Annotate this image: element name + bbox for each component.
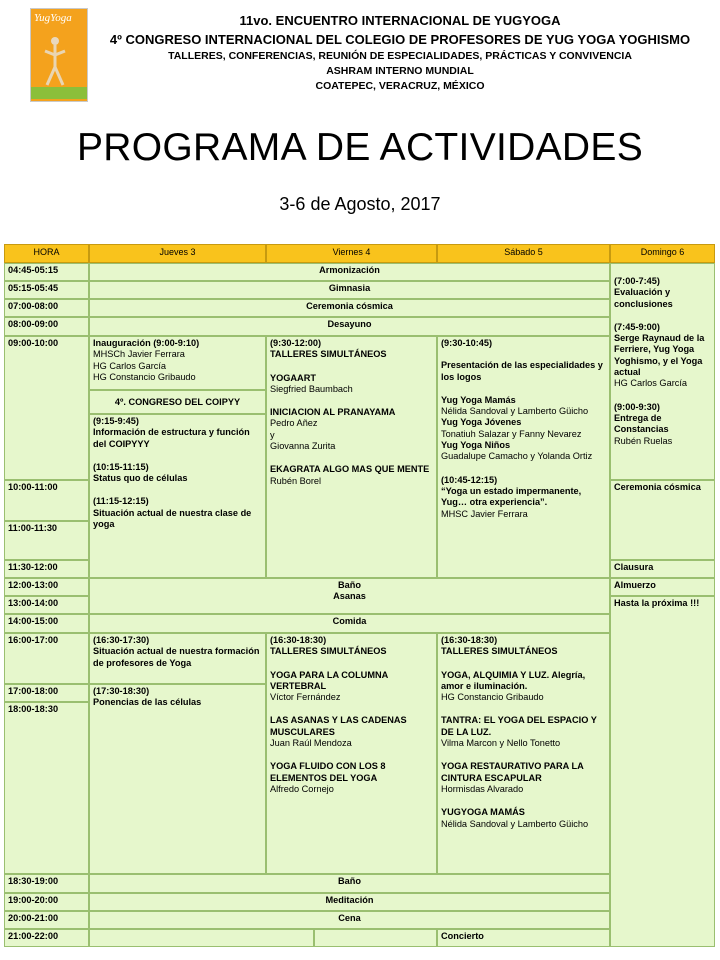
viernes-talleres-manana-cell bbox=[266, 336, 437, 578]
asanas-label: Asanas bbox=[333, 591, 366, 602]
cena-cell: Cena bbox=[89, 911, 610, 929]
column-header-hora: HORA bbox=[4, 244, 89, 263]
concierto-cell: Concierto bbox=[437, 929, 610, 947]
speaker: HG Carlos García bbox=[93, 360, 167, 371]
speaker: Pedro Añez bbox=[270, 418, 318, 429]
session-time: (9:30-12:00) bbox=[270, 338, 322, 348]
session-heading: Presentación de las especialidades y los logos bbox=[441, 360, 603, 382]
page-title: PROGRAMA DE ACTIVIDADES bbox=[76, 126, 644, 169]
event-date: 3-6 de Agosto, 2017 bbox=[279, 194, 441, 214]
session-title: Información de estructura y función del COIPYYY bbox=[93, 427, 250, 449]
armonizacion-cell: Armonización bbox=[89, 263, 610, 281]
speaker: Nélida Sandoval y Lamberto Güicho bbox=[441, 818, 589, 829]
sabado-especialidades-cell bbox=[437, 336, 610, 578]
session-title: “Yoga un estado impermanente, Yug… otra experiencia”. bbox=[441, 485, 582, 508]
time-cell: 21:00-22:00 bbox=[4, 929, 89, 947]
time-cell: 08:00-09:00 bbox=[4, 317, 89, 336]
time-cell: 11:00-11:30 bbox=[4, 521, 89, 560]
speaker: y bbox=[270, 429, 275, 440]
session-time: (9:00-9:30) bbox=[614, 401, 660, 412]
speaker: Siegfried Baumbach bbox=[270, 383, 353, 394]
jueves-tarde-session2-cell bbox=[89, 684, 266, 874]
speaker: MHSCh Javier Ferrara bbox=[93, 349, 185, 360]
workshop-title: YOGA FLUIDO CON LOS 8 ELEMENTOS DEL YOGA bbox=[270, 761, 386, 783]
speaker: Víctor Fernández bbox=[270, 692, 341, 703]
bano-asanas-cell bbox=[89, 578, 610, 614]
bano-noche-cell: Baño bbox=[89, 874, 610, 893]
session-time: (16:30-18:30) bbox=[270, 635, 327, 645]
jueves-tarde-session1-cell bbox=[89, 633, 266, 684]
session-title: Situación actual de nuestra formación de profesores de Yoga bbox=[93, 646, 260, 668]
event-subtitle: TALLERES, CONFERENCIAS, REUNIÓN DE ESPECIALIDADES, PRÁCTICAS Y CONVIVENCIA bbox=[168, 50, 632, 62]
workshop-title: EKAGRATA ALGO MAS QUE MENTE bbox=[270, 464, 430, 475]
jueves-congreso-sessions-cell bbox=[89, 414, 266, 578]
time-cell: 10:00-11:00 bbox=[4, 480, 89, 521]
viernes-talleres-tarde-cell bbox=[266, 633, 437, 874]
time-cell: 05:15-05:45 bbox=[4, 281, 89, 299]
event-location: COATEPEC, VERACRUZ, MÉXICO bbox=[315, 80, 485, 92]
session-time: (11:15-12:15) bbox=[93, 496, 149, 507]
workshop-title: TANTRA: EL YOGA DEL ESPACIO Y DE LA LUZ. bbox=[441, 715, 597, 737]
workshop-title: YOGA, ALQUIMIA Y LUZ. Alegría, amor e iluminación. bbox=[441, 669, 586, 691]
session-heading: TALLERES SIMULTÁNEOS bbox=[441, 646, 558, 657]
workshop-title: YUGYOGA MAMÁS bbox=[441, 807, 525, 818]
column-header-jueves: Jueves 3 bbox=[89, 244, 266, 263]
column-header-sabado: Sábado 5 bbox=[437, 244, 610, 263]
workshop-title: YOGAART bbox=[270, 372, 316, 383]
session-title: Evaluación y conclusiones bbox=[614, 287, 673, 309]
congreso-header-cell: 4º. CONGRESO DEL COIPYY bbox=[89, 390, 266, 414]
gimnasia-cell: Gimnasia bbox=[89, 281, 610, 299]
domingo-clausura-cell: Clausura bbox=[610, 560, 715, 578]
speaker: Giovanna Zurita bbox=[270, 441, 336, 452]
empty-cell bbox=[314, 929, 437, 947]
time-cell: 09:00-10:00 bbox=[4, 336, 89, 480]
time-cell: 11:30-12:00 bbox=[4, 560, 89, 578]
speaker: Guadalupe Camacho y Yolanda Ortiz bbox=[441, 451, 593, 462]
session-time: (16:30-17:30) bbox=[93, 635, 150, 645]
session-time: (9:30-10:45) bbox=[441, 338, 493, 348]
speaker: Vilma Marcon y Nello Tonetto bbox=[441, 738, 561, 749]
session-heading: TALLERES SIMULTÁNEOS bbox=[270, 646, 387, 657]
session-title: Serge Raynaud de la Ferriere, Yug Yoga Yoghismo, y el Yoga actual bbox=[614, 333, 705, 378]
time-cell: 04:45-05:15 bbox=[4, 263, 89, 281]
session-title: Status quo de células bbox=[93, 473, 188, 484]
time-cell: 07:00-08:00 bbox=[4, 299, 89, 317]
bano-label: Baño bbox=[338, 580, 361, 590]
workshop-title: YOGA RESTAURATIVO PARA LA CINTURA ESCAPULAR bbox=[441, 761, 584, 783]
comida-cell: Comida bbox=[89, 614, 610, 633]
session-time: (10:45-12:15) bbox=[441, 474, 498, 485]
domingo-manana-cell bbox=[610, 263, 715, 480]
time-cell: 18:00-18:30 bbox=[4, 702, 89, 874]
ceremonia-cell: Ceremonia cósmica bbox=[89, 299, 610, 317]
event-title: 11vo. ENCUENTRO INTERNACIONAL DE YUGYOGA bbox=[239, 13, 561, 28]
session-time: (17:30-18:30) bbox=[93, 686, 150, 696]
speaker: Rubén Borel bbox=[270, 475, 322, 486]
jueves-inauguracion-cell bbox=[89, 336, 266, 390]
logo-text: YugYoga bbox=[34, 12, 72, 24]
column-header-viernes: Viernes 4 bbox=[266, 244, 437, 263]
speaker: HG Constancio Gribaudo bbox=[441, 692, 544, 703]
workshop-title: YOGA PARA LA COLUMNA VERTEBRAL bbox=[270, 669, 388, 691]
speaker: Rubén Ruelas bbox=[614, 435, 673, 446]
session-title: Ponencias de las células bbox=[93, 697, 202, 708]
speaker: Hormisdas Alvarado bbox=[441, 783, 524, 794]
domingo-despedida-cell: Hasta la próxima !!! bbox=[610, 596, 715, 947]
congress-title: 4º CONGRESO INTERNACIONAL DEL COLEGIO DE PROFESORES DE YUG YOGA YOGHISMO bbox=[109, 32, 691, 47]
specialty-title: Yug Yoga Mamás bbox=[441, 394, 516, 405]
column-header-domingo: Domingo 6 bbox=[610, 244, 715, 263]
speaker: Tonatiuh Salazar y Fanny Nevarez bbox=[441, 428, 582, 439]
desayuno-cell: Desayuno bbox=[89, 317, 610, 336]
speaker: HG Constancio Gribaudo bbox=[93, 371, 196, 382]
domingo-ceremonia-cell: Ceremonia cósmica bbox=[610, 480, 715, 560]
speaker: MHSC Javier Ferrara bbox=[441, 508, 528, 519]
sabado-talleres-tarde-cell bbox=[437, 633, 610, 874]
session-title: Entrega de Constancias bbox=[614, 412, 669, 435]
specialty-title: Yug Yoga Niños bbox=[441, 440, 511, 451]
workshop-title: LAS ASANAS Y LAS CADENAS MUSCULARES bbox=[270, 715, 407, 737]
session-time: (16:30-18:30) bbox=[441, 635, 498, 645]
session-time: (10:15-11:15) bbox=[93, 461, 149, 472]
speaker: Alfredo Cornejo bbox=[270, 783, 334, 794]
session-time: (9:15-9:45) bbox=[93, 416, 139, 426]
session-heading: TALLERES SIMULTÁNEOS bbox=[270, 349, 387, 360]
time-cell: 19:00-20:00 bbox=[4, 893, 89, 911]
workshop-title: INICIACION AL PRANAYAMA bbox=[270, 407, 396, 418]
time-cell: 20:00-21:00 bbox=[4, 911, 89, 929]
time-cell: 17:00-18:00 bbox=[4, 684, 89, 702]
domingo-almuerzo-cell: Almuerzo bbox=[610, 578, 715, 596]
time-cell: 18:30-19:00 bbox=[4, 874, 89, 893]
speaker: HG Carlos García bbox=[614, 378, 688, 389]
time-cell: 16:00-17:00 bbox=[4, 633, 89, 684]
empty-cell bbox=[89, 929, 314, 947]
speaker: Juan Raúl Mendoza bbox=[270, 738, 352, 749]
time-cell: 12:00-13:00 bbox=[4, 578, 89, 596]
session-title: Situación actual de nuestra clase de yoga bbox=[93, 507, 252, 530]
session-time: (7:00-7:45) bbox=[614, 276, 660, 286]
specialty-title: Yug Yoga Jóvenes bbox=[441, 417, 522, 428]
meditacion-cell: Meditación bbox=[89, 893, 610, 911]
time-cell: 14:00-15:00 bbox=[4, 614, 89, 633]
session-time: (7:45-9:00) bbox=[614, 321, 660, 332]
event-venue: ASHRAM INTERNO MUNDIAL bbox=[326, 65, 474, 77]
time-cell: 13:00-14:00 bbox=[4, 596, 89, 614]
inauguracion-title: Inauguración (9:00-9:10) bbox=[93, 338, 200, 348]
speaker: Nélida Sandoval y Lamberto Güicho bbox=[441, 406, 589, 417]
